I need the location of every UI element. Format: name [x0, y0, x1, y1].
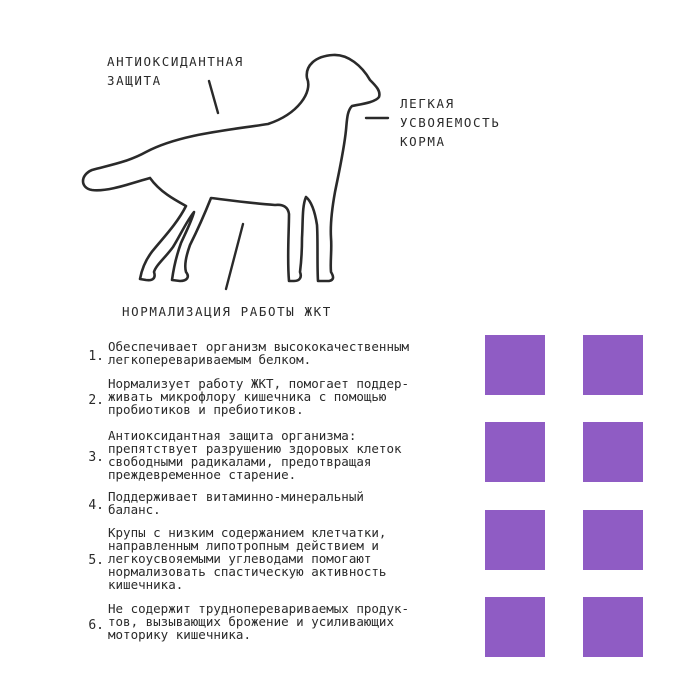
benefit-number: 6.	[88, 618, 104, 633]
accent-square	[583, 597, 643, 657]
benefit-text: Обеспечивает организм высококачественным легкоперевариваемым белком.	[108, 339, 410, 367]
benefit-number: 3.	[88, 450, 104, 465]
accent-square	[485, 335, 545, 395]
accent-square	[583, 510, 643, 570]
benefit-number: 4.	[88, 498, 104, 513]
benefit-number: 1.	[88, 349, 104, 364]
gut-callout-label: НОРМАЛИЗАЦИЯ РАБОТЫ ЖКТ	[122, 304, 332, 319]
accent-square	[485, 422, 545, 482]
digestibility-callout-label: ЛЕГКАЯ УСВОЯЕМОСТЬ КОРМА	[400, 96, 501, 149]
antioxidant-callout-label: АНТИОКСИДАНТНАЯ ЗАЩИТА	[107, 54, 244, 88]
benefit-text: Крупы с низким содержанием клетчатки, направленным липотропным действием и легкоусвояемыми углеводами помогают нормализовать спастическую активность кишечника.	[108, 525, 387, 592]
benefit-number: 5.	[88, 553, 104, 568]
accent-square	[485, 510, 545, 570]
benefit-number: 2.	[88, 393, 104, 408]
accent-square	[485, 597, 545, 657]
accent-square	[583, 422, 643, 482]
benefit-text: Нормализует работу ЖКТ, помогает поддер- живать микрофлору кишечника с помощью пробиотиков и пребиотиков.	[108, 376, 410, 417]
gut-callout-line	[226, 224, 243, 289]
benefit-text: Антиоксидантная защита организма: препятствует разрушению здоровых клеток свободными радикалами, предотвращая преждевременное старение.	[108, 428, 402, 482]
benefit-text: Поддерживает витаминно-минеральный баланс.	[108, 489, 364, 517]
accent-square	[583, 335, 643, 395]
callout-lines	[209, 81, 388, 289]
dog-illustration	[0, 0, 700, 330]
benefit-text: Не содержит трудноперевариваемых продук- тов, вызывающих брожение и усиливающих моторику кишечника.	[108, 601, 410, 642]
